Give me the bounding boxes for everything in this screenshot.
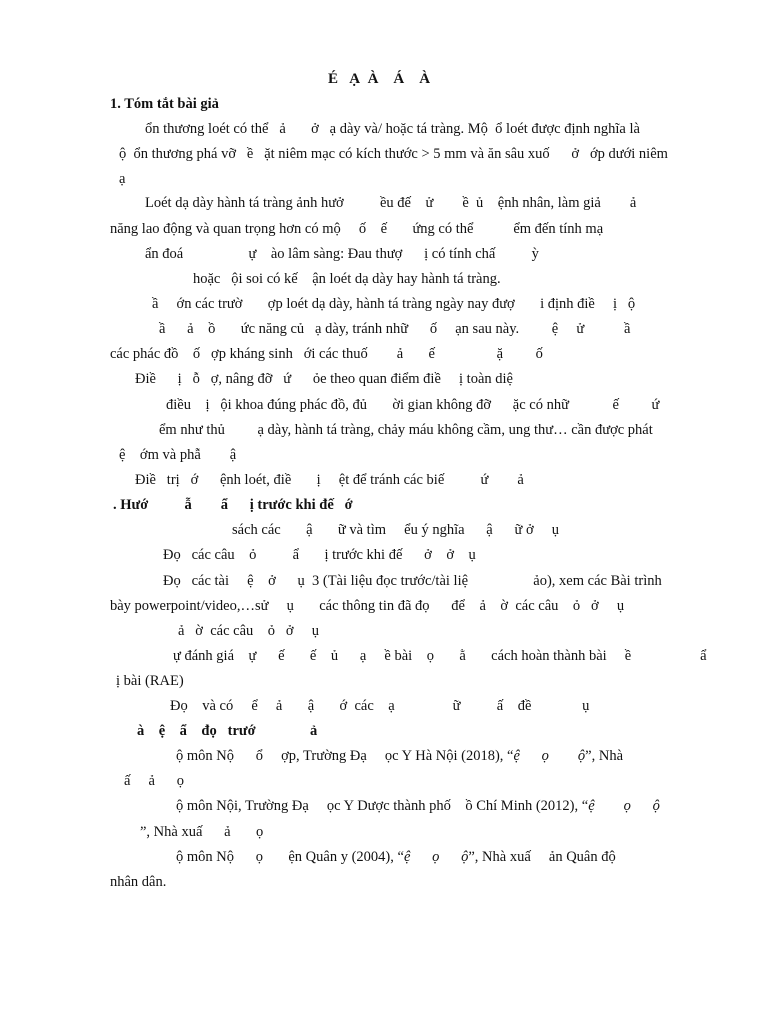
reference-publisher: ”, Nhà bbox=[585, 748, 624, 764]
reference-1-continued: ấ ả ọ bbox=[124, 773, 184, 789]
paragraph-line: ầ ớn các trườ ợp loét dạ dày, hành tá tràng ngày nay đượ i định điề ị ộ bbox=[152, 296, 636, 312]
reference-3 bbox=[176, 848, 616, 866]
instruction-line: ị bài (RAE) bbox=[116, 673, 184, 689]
reference-book-title: ệ ọ ộ bbox=[588, 798, 660, 814]
document-title: É Ạ À Á À bbox=[328, 71, 431, 87]
paragraph-line: ệ ớm và phẫ ậ bbox=[119, 447, 237, 463]
paragraph-line: ểm như thủ ạ dày, hành tá tràng, chảy máu không cầm, ung thư… cần được phát bbox=[159, 422, 653, 438]
reference-publisher: ”, Nhà xuấ ản Quân độ bbox=[468, 849, 616, 865]
paragraph-line: ầ ả ồ ức năng củ ạ dày, tránh nhữ ố ạn sau này. ệ ử ầ bbox=[159, 321, 631, 337]
reference-authors: ộ môn Nộ ọ ện Quân y (2004), “ bbox=[176, 849, 404, 865]
references-heading: à ệ ẩ đọ trướ ả bbox=[137, 723, 318, 739]
paragraph-line: ộ ổn thương phá vỡ ề ặt niêm mạc có kích thước > 5 mm và ăn sâu xuố ở ớp dưới niêm bbox=[119, 146, 668, 162]
reference-2 bbox=[176, 797, 660, 815]
reference-book-title: ệ ọ ộ bbox=[513, 748, 586, 764]
paragraph-line: ổn thương loét có thể ả ở ạ dày và/ hoặc tá tràng. Mộ ổ loét được định nghĩa là bbox=[145, 121, 640, 137]
paragraph-line: năng lao động và quan trọng hơn có mộ ố ế ứng có thể ểm đến tính mạ bbox=[110, 221, 604, 237]
reference-1 bbox=[176, 747, 623, 765]
reference-authors: ộ môn Nộ ổ ợp, Trường Đạ ọc Y Hà Nội (2018), “ bbox=[176, 748, 514, 764]
instruction-line: Đọ và có ể ả ậ ớ các ạ ữ ấ đề ụ bbox=[170, 698, 590, 714]
paragraph-line: Điề trị ớ ệnh loét, điề ị ệt để tránh các biế ứ ả bbox=[135, 472, 524, 488]
paragraph-line: các phác đồ ố ợp kháng sinh ới các thuố ả ế ặ ố bbox=[110, 346, 543, 362]
section-1-heading: 1. Tóm tắt bài giả bbox=[110, 96, 219, 112]
paragraph-line: Loét dạ dày hành tá tràng ảnh hưở ều đế ử ề ủ ệnh nhân, làm giả ả bbox=[145, 195, 637, 211]
paragraph-line: Điề ị ỗ ợ, nâng đỡ ứ ỏe theo quan điểm điề ị toàn diệ bbox=[135, 371, 513, 387]
instruction-line: Đọ các câu ỏ ẩ ị trước khi đế ở ở ụ bbox=[163, 547, 476, 563]
instruction-line: ả ờ các câu ỏ ở ụ bbox=[178, 623, 319, 639]
instruction-line: ự đánh giá ự ế ế ủ ạ ề bài ọ ằ cách hoàn thành bài ề ẩ bbox=[173, 648, 707, 664]
paragraph-line: ẩn đoá ự ào lâm sàng: Đau thượ ị có tính chấ ỳ bbox=[145, 246, 539, 262]
paragraph-line: hoặc ội soi có kế ận loét dạ dày hay hành tá tràng. bbox=[193, 271, 501, 287]
reference-3-continued: nhân dân. bbox=[110, 874, 167, 890]
paragraph-line: điều ị ội khoa đúng phác đồ, đủ ời gian không đỡ ặc có nhữ ế ứ bbox=[166, 397, 660, 413]
section-2-heading: . Hướ ẫ ẩ ị trước khi đế ớ bbox=[113, 497, 353, 513]
reference-book-title: ệ ọ ộ bbox=[403, 849, 469, 865]
reference-2-continued: ”, Nhà xuấ ả ọ bbox=[140, 824, 264, 840]
instruction-line: bày powerpoint/video,…sử ụ các thông tin đã đọ để ả ờ các câu ỏ ở ụ bbox=[110, 598, 625, 614]
instruction-line: Đọ các tài ệ ở ụ 3 (Tài liệu đọc trước/tài liệ ảo), xem các Bài trình bbox=[163, 573, 662, 589]
instruction-line: sách các ậ ữ và tìm ểu ý nghĩa ậ ữ ở ụ bbox=[232, 522, 560, 538]
reference-authors: ộ môn Nội, Trường Đạ ọc Y Dược thành phố ồ Chí Minh (2012), “ bbox=[176, 798, 589, 814]
paragraph-line: ạ bbox=[119, 171, 126, 187]
